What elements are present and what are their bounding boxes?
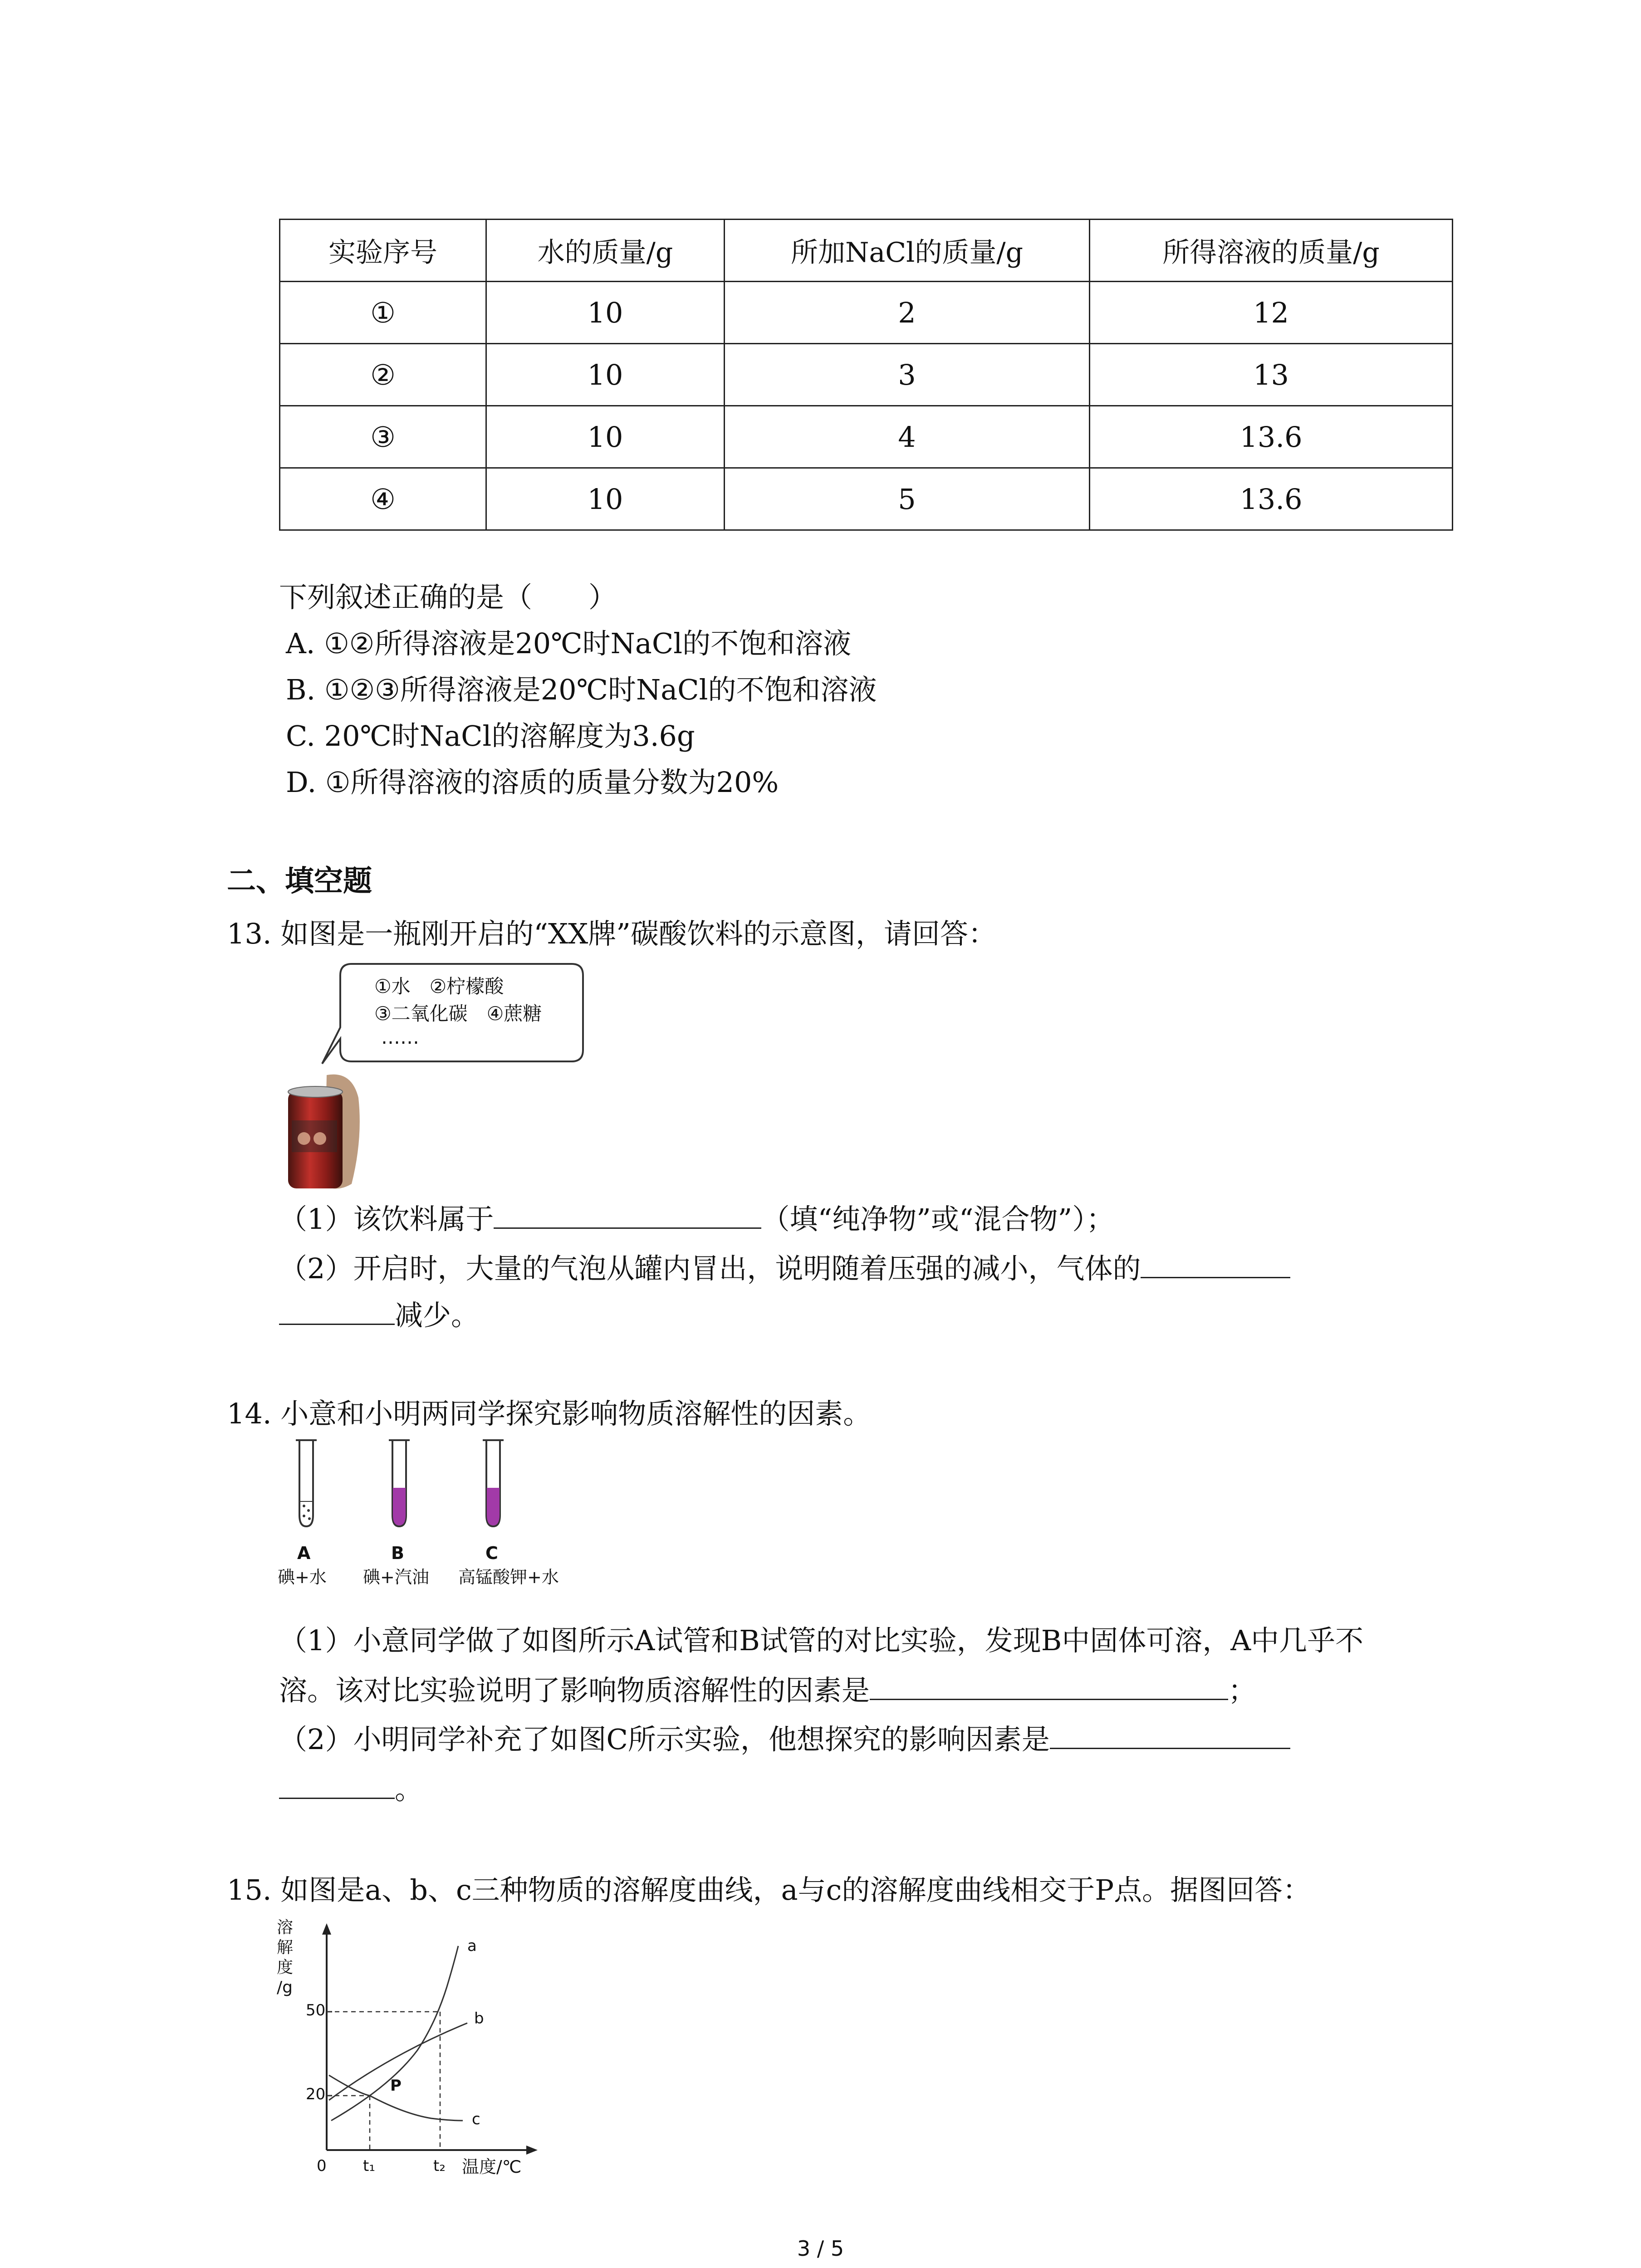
sub-question-2 bbox=[279, 1721, 1290, 1756]
table-cell: 4 bbox=[725, 406, 1090, 468]
option-d: D. ①所得溶液的溶质的质量分数为20% bbox=[286, 766, 779, 799]
bubble-line: ①水 ②柠檬酸 bbox=[374, 975, 504, 997]
page-number: 3 / 5 bbox=[797, 2236, 844, 2261]
experiment-table bbox=[279, 219, 1453, 531]
test-tube-a-icon bbox=[296, 1440, 317, 1526]
table-cell: 10 bbox=[486, 282, 725, 344]
y-tick-label: 20 bbox=[306, 2085, 326, 2103]
table-header-row bbox=[280, 220, 1453, 282]
y-tick-label: 50 bbox=[306, 2001, 326, 2019]
answer-blank[interactable] bbox=[494, 1201, 761, 1229]
tube-label: 碘+水 bbox=[278, 1567, 327, 1587]
answer-blank[interactable] bbox=[1050, 1721, 1290, 1749]
table-row bbox=[280, 406, 1453, 468]
graph-ylabel bbox=[277, 1918, 293, 1998]
sub-question-text: （2）开启时，大量的气泡从罐内冒出，说明随着压强的减小，气体的 bbox=[279, 1252, 1141, 1285]
curve-label-b: b bbox=[474, 2009, 484, 2028]
tube-label: 碘+汽油 bbox=[363, 1567, 429, 1587]
x-tick-label: t₂ bbox=[433, 2157, 446, 2175]
sub-question-1: （1）小意同学做了如图所示A试管和B试管的对比实验，发现B中固体可溶，A中几乎不 bbox=[279, 1624, 1364, 1657]
sub-question-text: ； bbox=[1228, 1674, 1257, 1707]
table-cell: ④ bbox=[280, 468, 486, 530]
point-label-p: P bbox=[390, 2077, 402, 2095]
ylabel-char: 解 bbox=[277, 1938, 294, 1957]
option-b: B. ①②③所得溶液是20℃时NaCl的不饱和溶液 bbox=[286, 673, 877, 706]
option-a: A. ①②所得溶液是20℃时NaCl的不饱和溶液 bbox=[286, 627, 852, 660]
bubble-line: ③二氧化碳 ④蔗糖 bbox=[374, 1002, 542, 1025]
tube-label: 高锰酸钾+水 bbox=[458, 1567, 559, 1587]
question-stem: 13. 如图是一瓶刚开启的“XX牌”碳酸饮料的示意图，请回答： bbox=[227, 917, 996, 950]
table-cell: 10 bbox=[486, 344, 725, 406]
question-stem: 15. 如图是a、b、c三种物质的溶解度曲线，a与c的溶解度曲线相交于P点。据图回答： bbox=[227, 1873, 1311, 1906]
tube-letter: A bbox=[297, 1543, 311, 1563]
tube-letter: C bbox=[485, 1543, 498, 1563]
question-stem: 下列叙述正确的是（ ） bbox=[279, 581, 617, 614]
table-row bbox=[280, 282, 1453, 344]
x-axis-arrow bbox=[526, 2146, 538, 2155]
table-cell: 12 bbox=[1090, 282, 1453, 344]
table-cell: 3 bbox=[725, 344, 1090, 406]
soda-can-icon bbox=[284, 1070, 363, 1193]
curve-label-a: a bbox=[467, 1937, 477, 1955]
table-cell: 10 bbox=[486, 468, 725, 530]
table-cell: 2 bbox=[725, 282, 1090, 344]
table-row bbox=[280, 468, 1453, 530]
col-header: 所得溶液的质量/g bbox=[1090, 220, 1453, 282]
test-tube-c-icon bbox=[483, 1440, 504, 1526]
section-title: 二、填空题 bbox=[227, 864, 372, 898]
answer-blank[interactable] bbox=[870, 1672, 1228, 1700]
answer-blank[interactable] bbox=[279, 1297, 395, 1325]
col-header: 水的质量/g bbox=[486, 220, 725, 282]
sub-question-text: 减少。 bbox=[395, 1299, 480, 1332]
table-cell: ③ bbox=[280, 406, 486, 468]
sub-question-text: 。 bbox=[395, 1773, 423, 1806]
solubility-curve-graph bbox=[272, 1914, 554, 2177]
curve-label-c: c bbox=[472, 2110, 480, 2128]
option-c: C. 20℃时NaCl的溶解度为3.6g bbox=[286, 719, 695, 753]
sub-question-text: 溶。该对比实验说明了影响物质溶解性的因素是 bbox=[279, 1674, 870, 1707]
ylabel-char: /g bbox=[277, 1978, 293, 1997]
sub-question-text: （2）小明同学补充了如图C所示实验，他想探究的影响因素是 bbox=[279, 1723, 1050, 1756]
table-row bbox=[280, 344, 1453, 406]
sub-question-2 bbox=[279, 1251, 1290, 1286]
sub-question-1 bbox=[279, 1201, 1114, 1236]
table-cell: 5 bbox=[725, 468, 1090, 530]
sub-question-2-cont bbox=[279, 1771, 423, 1806]
col-header: 所加NaCl的质量/g bbox=[725, 220, 1090, 282]
table-cell: 13.6 bbox=[1090, 468, 1453, 530]
table-cell: 10 bbox=[486, 406, 725, 468]
test-tube-b-icon bbox=[389, 1440, 410, 1526]
answer-blank[interactable] bbox=[1141, 1251, 1290, 1278]
x-axis-label: 温度/℃ bbox=[462, 2157, 522, 2177]
table-cell: 13 bbox=[1090, 344, 1453, 406]
col-header: 实验序号 bbox=[280, 220, 486, 282]
bubble-line: …… bbox=[381, 1026, 419, 1048]
sub-question-1-cont bbox=[279, 1672, 1256, 1707]
sub-question-text: （1）该饮料属于 bbox=[279, 1202, 494, 1236]
sub-question-2-cont bbox=[279, 1297, 479, 1332]
x-tick-label: t₁ bbox=[363, 2157, 375, 2175]
table-cell: ② bbox=[280, 344, 486, 406]
test-tubes-figure bbox=[272, 1438, 590, 1556]
answer-blank[interactable] bbox=[279, 1771, 395, 1799]
tube-letter: B bbox=[391, 1543, 404, 1563]
table-cell: ① bbox=[280, 282, 486, 344]
x-tick-label: 0 bbox=[317, 2157, 327, 2175]
sub-question-text: （填“纯净物”或“混合物”）； bbox=[761, 1202, 1115, 1236]
ylabel-char: 溶 bbox=[277, 1918, 294, 1937]
question-stem: 14. 小意和小明两同学探究影响物质溶解性的因素。 bbox=[227, 1397, 872, 1430]
y-axis-arrow bbox=[322, 1923, 331, 1935]
ylabel-char: 度 bbox=[277, 1958, 294, 1977]
table-cell: 13.6 bbox=[1090, 406, 1453, 468]
